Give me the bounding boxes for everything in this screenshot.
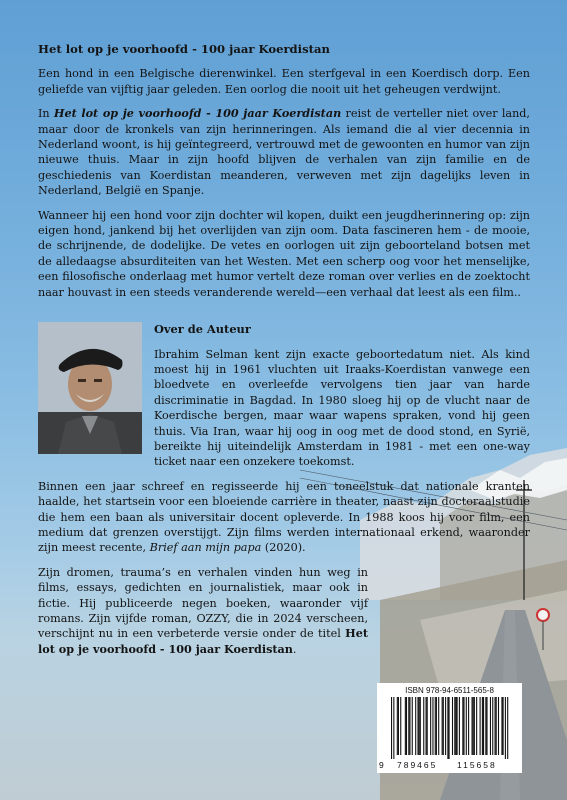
synopsis-book-title: Het lot op je voorhoofd - 100 jaar Koerdistan	[53, 106, 342, 121]
bio-book-title: Het lot op je voorhoofd - 100 jaar Koerdistan	[38, 626, 368, 656]
bio-text: Binnen een jaar schreef en regisseerde hij een toneelstuk dat nationale kranten haalde, het startsein voor een bloeiende carrière in theater, naast zijn doctoraalstudie die hem een baan als universitair docent opleverde. In 1988 koos hij voor film, een medium dat grenzen overstijgt. Zijn films werden internationaal erkend, waaronder zijn meest recente,	[38, 479, 530, 555]
barcode-digits-right: 115658	[457, 760, 497, 770]
isbn-barcode	[377, 683, 522, 773]
barcode-digit-first: 9	[379, 760, 384, 770]
isbn-number: ISBN 978-94-6511-565-8	[405, 686, 494, 695]
bio-suffix-3: .	[292, 642, 297, 656]
about-author-section	[38, 322, 530, 479]
back-cover-text	[38, 42, 530, 666]
synopsis-paragraph-2: Wanneer hij een hond voor zijn dochter wil kopen, duikt een jeugdherinnering op: zijn eigen hond, jankend bij het overlijden van zijn oom. Data fascineren hem - de mooie, de schrijnende, de dodelijke. De vetes en oorlogen uit zijn geboorteland botsen met de alledaagse absurditeiten van het Westen. Met een scherp oog voor het menselijke, een filosofische onderlaag met humor vertelt deze roman over verlies en de zoektocht naar houvast in een steeds veranderende wereld—een verhaal dat leest als een film..	[38, 208, 530, 299]
author-bio-paragraph-1: Ibrahim Selman kent zijn exacte geboortedatum niet. Als kind moest hij in 1961 vluchten uit Iraaks-Koerdistan vanwege een bloedvete en overleefde vervolgens tien jaar van harde discriminatie in Bagdad. In 1980 sloeg hij op de vlucht naar de Koerdische bergen, maar waar wapens spraken, vond hij geen thuis. Via Iran, waar hij oog in oog met de dood stond, en Syrië, bereikte hij uiteindelijk Amsterdam in 1981 - met een one-way ticket naar een onzekere toekomst.	[154, 347, 530, 469]
barcode-digits-left: 789465	[397, 760, 438, 770]
bio-text-3: Zijn dromen, trauma’s en verhalen vinden hun weg in films, essays, gedichten en journalistiek, maar ook in fictie. Hij publiceerde negen boeken, waaronder vijf romans. Zijn vijfde roman, OZZY, die in 2024 verscheen, verschijnt nu in een verbeterde versie onder de titel	[38, 565, 368, 641]
synopsis-paragraph-1	[38, 106, 530, 198]
author-bio-paragraph-3	[38, 565, 368, 657]
synopsis-prefix: In	[38, 107, 54, 121]
book-title-heading: Het lot op je voorhoofd - 100 jaar Koerdistan	[38, 42, 330, 56]
intro-paragraph: Een hond in een Belgische dierenwinkel. Een sterfgeval in een Koerdisch dorp. Een geliefde van vijftig jaar geleden. Een oorlog die nooit uit het geheugen verdwijnt.	[38, 67, 530, 96]
author-bio-paragraph-2	[38, 479, 530, 556]
barcode-bars	[385, 697, 515, 759]
author-photo	[38, 322, 142, 454]
film-title: Brief aan mijn papa	[149, 541, 262, 555]
about-author-heading: Over de Auteur	[154, 322, 251, 337]
synopsis-text: reist de verteller niet over land, maar door de kronkels van zijn herinneringen. Als iemand die al vier decennia in Nederland woont, is hij geïntegreerd, vertrouwd met de gewoonten en humor van zijn nieuwe thuis. Maar in zijn hoofd blijven de verhalen van zijn familie en de geschiedenis van Koerdistan meanderen, verweven met zijn dagelijks leven in Nederland, België en Spanje.	[38, 107, 530, 198]
bio-suffix: (2020).	[261, 541, 306, 555]
